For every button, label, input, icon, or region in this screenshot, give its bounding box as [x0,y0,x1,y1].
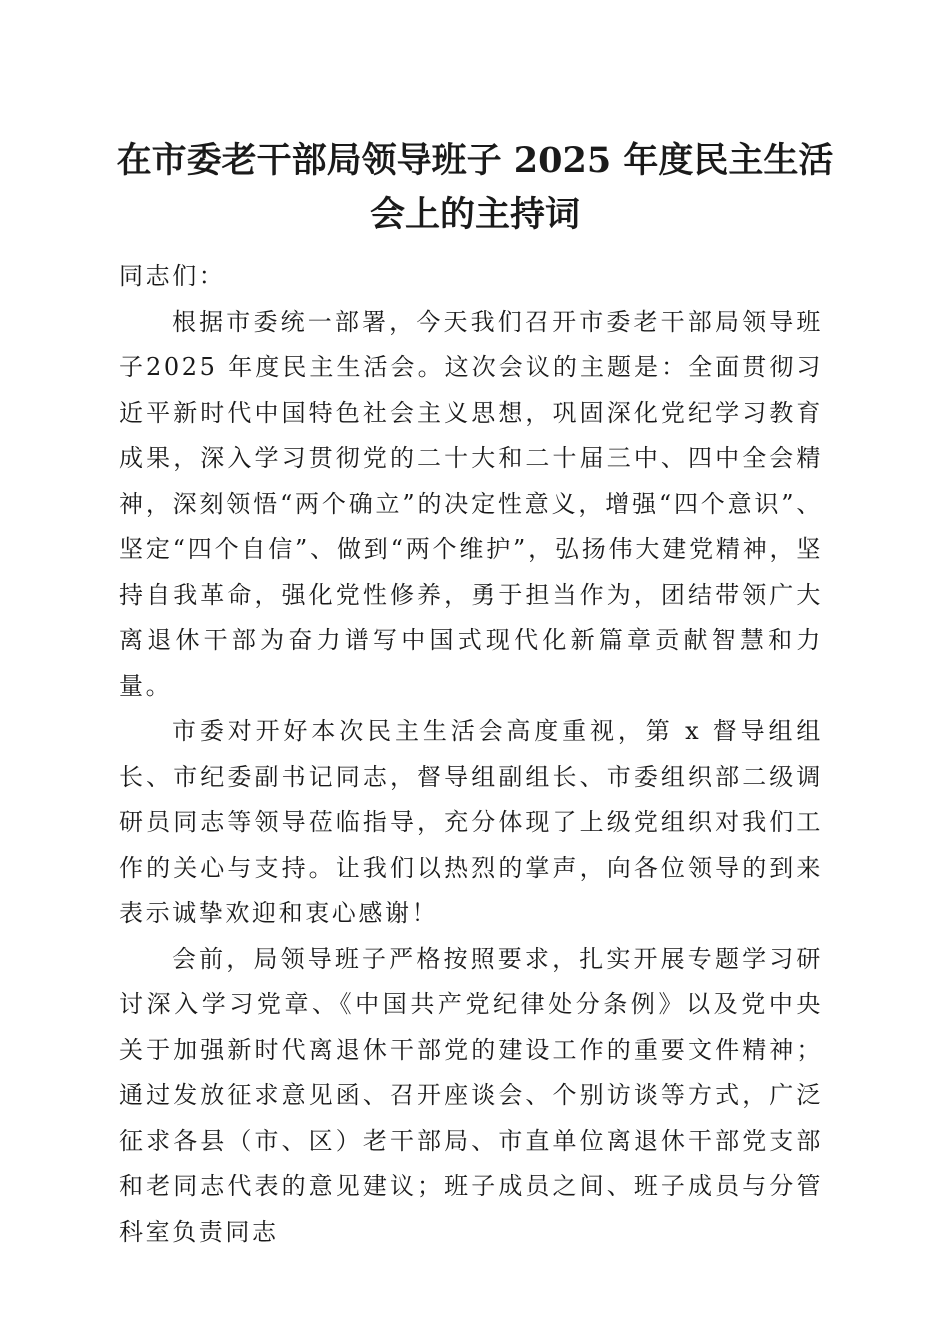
paragraph-2: 市委对开好本次民主生活会高度重视，第 x 督导组组长、市纪委副书记同志，督导组副组长、市委组织部二级调研员同志等领导莅临指导，充分体现了上级党组织对我们工作的关心与支持。让我们以热烈的掌声，向各位领导的到来表示诚挚欢迎和衷心感谢！ [119,717,823,927]
title-line-2: 会上的主持词 [369,194,580,235]
salutation: 同志们： [119,262,226,290]
document-body [119,254,823,1255]
paragraph-1: 根据市委统一部署，今天我们召开市委老干部局领导班子2025 年度民主生活会。这次会议的主题是：全面贯彻习近平新时代中国特色社会主义思想，巩固深化党纪学习教育成果，深入学习贯彻党的二十大和二十届三中、四中全会精神，深刻领悟“两个确立”的决定性意义，增强“四个意识”、坚定“四个自信”、做到“两个维护”，弘扬伟大建党精神，坚持自我革命，强化党性修养，勇于担当作为，团结带领广大离退休干部为奋力谱写中国式现代化新篇章贡献智慧和力量。 [119,307,823,700]
paragraph-3: 会前，局领导班子严格按照要求，扎实开展专题学习研讨深入学习党章、《中国共产党纪律处分条例》以及党中央关于加强新时代离退休干部党的建设工作的重要文件精神；通过发放征求意见函、召开座谈会、个别访谈等方式，广泛征求各县（市、区）老干部局、市直单位离退休干部党支部和老同志代表的意见建议；班子成员之间、班子成员与分管科室负责同志 [119,944,823,1246]
title-line-1: 在市委老干部局领导班子 2025 年度民主生活 [116,140,834,181]
document-title [110,134,840,242]
